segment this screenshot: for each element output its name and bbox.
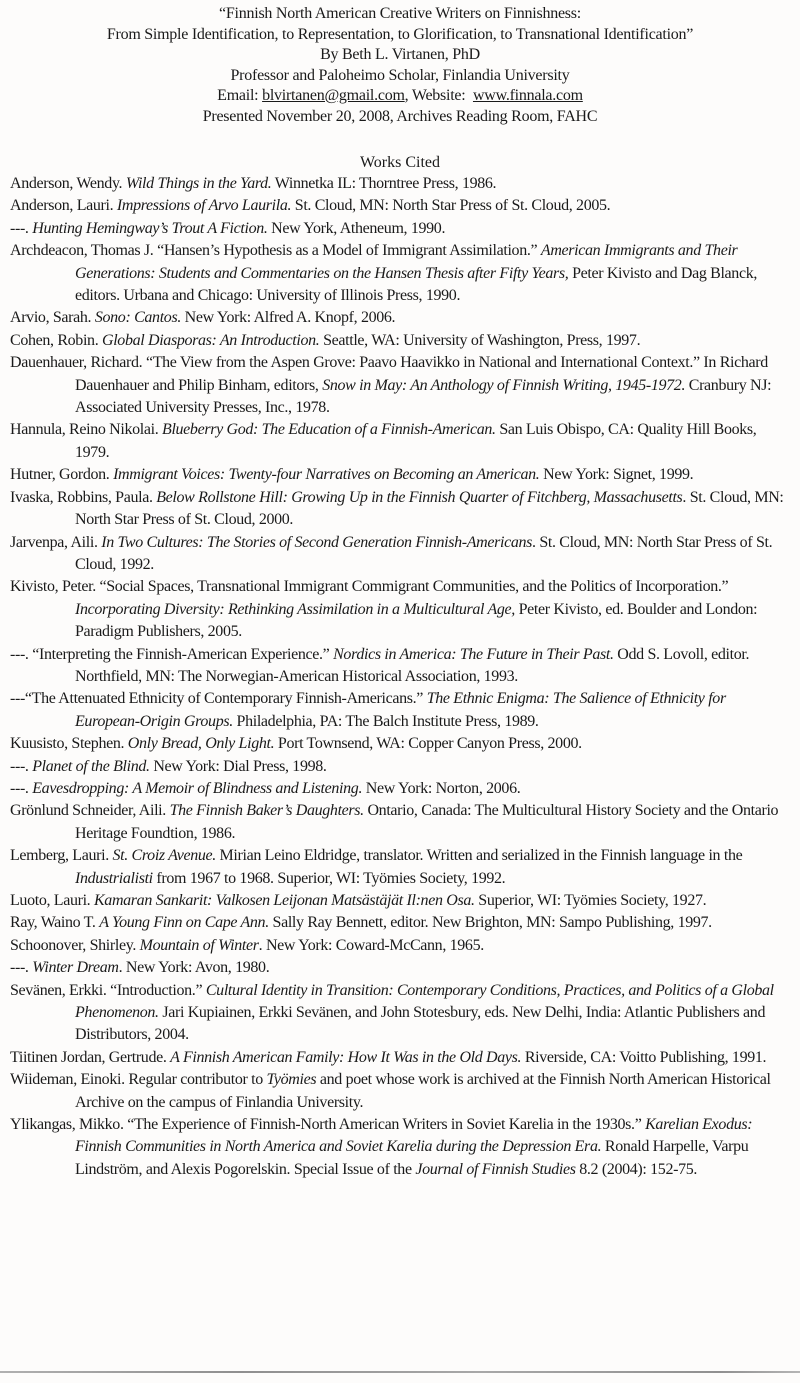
- citation-text: . St. Cloud, MN: North Star Press of St. Cloud, 2000.: [75, 488, 784, 529]
- citation-text: Kuusisto, Stephen.: [10, 735, 128, 753]
- citation-text: Tiitinen Jordan, Gertrude.: [10, 1048, 171, 1066]
- citation-text: Anderson, Wendy.: [10, 175, 126, 192]
- citation-text: Archdeacon, Thomas J. “Hansen’s Hypothesis as a Model of Immigrant Assimilation.”: [10, 242, 541, 260]
- citation-text: 8.2 (2004): 152-75.: [575, 1160, 698, 1178]
- citation-text: Superior, WI: Työmies Society, 1927.: [474, 892, 707, 909]
- citation-entry: [10, 935, 790, 957]
- citation-text: Hannula, Reino Nikolai.: [10, 421, 163, 439]
- citation-text: Grönlund Schneider, Aili.: [10, 802, 170, 820]
- citation-entry: [10, 644, 790, 689]
- citation-text: Kivisto, Peter. “Social Spaces, Transnational Immigrant Commigrant Communities, and the Politics of Incorporation.”: [10, 578, 729, 596]
- citation-title: Journal of Finnish Studies: [415, 1160, 576, 1178]
- citation-entry: [10, 1047, 790, 1069]
- citation-text: Ray, Waino T.: [10, 914, 100, 932]
- citation-text: Sevänen, Erkki. “Introduction.”: [10, 981, 206, 999]
- presented-line: Presented November 20, 2008, Archives Reading Room, FAHC: [202, 107, 598, 125]
- citation-entry: [10, 195, 790, 217]
- citation-title: A Young Finn on Cape Ann.: [99, 914, 269, 932]
- citation-entry: [10, 419, 790, 464]
- citation-title: Blueberry God: The Education of a Finnish-American.: [162, 421, 496, 439]
- citation-entry: [10, 688, 790, 733]
- author-line: By Beth L. Virtanen, PhD: [320, 46, 480, 63]
- citation-title: Mountain of Winter: [139, 936, 259, 954]
- citation-title: Below Rollstone Hill: Growing Up in the Finnish Quarter of Fitchberg, Massachusetts: [156, 488, 683, 506]
- contact-line: [0, 86, 800, 107]
- citation-text: Peter Kivisto and Dag Blanck, editors. Urbana and Chicago: University of Illinois Press, 1990.: [75, 264, 757, 305]
- citation-entry: [10, 800, 790, 845]
- citation-text: from 1967 to 1968. Superior, WI: Työmies Society, 1992.: [152, 869, 506, 887]
- citation-entry: [10, 352, 790, 419]
- citation-entry: [10, 756, 790, 778]
- citation-text: New York: Signet, 1999.: [539, 466, 694, 484]
- citation-entry: [10, 890, 790, 912]
- citation-text: New York: Alfred A. Knopf, 2006.: [180, 309, 396, 327]
- citation-text: . St. Cloud, MN: North Star Press of St. Cloud, 1992.: [75, 533, 773, 573]
- citation-entry: [10, 845, 790, 890]
- citation-title: The Finnish Baker’s Daughters.: [169, 802, 364, 820]
- citation-title: Cultural Identity in Transition: Contemporary Conditions, Practices, and Politics of a Global Phenomenon.: [75, 981, 774, 1022]
- citation-title: Kamaran Sankarit: Valkosen Leijonan Matsästäjät Il:nen Osa.: [93, 892, 475, 909]
- citation-text: ---.: [10, 959, 33, 977]
- website-link[interactable]: www.finnala.com: [472, 87, 583, 104]
- citation-title: Työmies: [266, 1071, 317, 1089]
- citation-entry: [10, 733, 790, 755]
- citation-text: Philadelphia, PA: The Balch Institute Press, 1989.: [232, 712, 539, 730]
- citation-title: Wild Things in the Yard.: [125, 175, 272, 192]
- citation-title: Sono: Cantos.: [94, 309, 181, 327]
- citation-entry: [10, 1069, 790, 1114]
- document-header: [0, 4, 800, 127]
- citation-text: New York, Atheneum, 1990.: [267, 219, 446, 237]
- citation-entry: [10, 330, 790, 352]
- citation-entry: [10, 957, 790, 979]
- citation-entry: [10, 576, 790, 643]
- citation-entry: [10, 532, 790, 577]
- citation-title: Incorporating Diversity: Rethinking Assimilation in a Multicultural Age,: [75, 600, 515, 618]
- citation-text: New York: Norton, 2006.: [362, 779, 521, 797]
- citation-text: ---.: [10, 757, 33, 775]
- citation-title: Planet of the Blind.: [32, 757, 150, 775]
- citation-entry: [10, 980, 790, 1047]
- citation-entry: [10, 487, 790, 532]
- citation-text: Anderson, Lauri.: [10, 197, 117, 215]
- page-edge-divider: [0, 1371, 800, 1373]
- website-label: , Website:: [404, 87, 473, 104]
- citation-text: Cohen, Robin.: [10, 331, 102, 349]
- citation-text: Arvio, Sarah.: [10, 309, 95, 327]
- citation-text: ---.: [10, 779, 33, 797]
- citation-text: Ontario, Canada: The Multicultural History Society and the Ontario Heritage Foundtion, 1986.: [75, 802, 779, 842]
- citation-title: Industrialisti: [75, 869, 153, 887]
- citation-text: Mirian Leino Eldridge, translator. Written and serialized in the Finnish language in the: [215, 847, 743, 865]
- citation-text: ---. “Interpreting the Finnish-American Experience.”: [10, 645, 334, 663]
- citation-title: Hunting Hemingway’s Trout A Fiction.: [32, 219, 268, 237]
- citation-entry: [10, 1114, 790, 1181]
- citation-title: The Ethnic Enigma: The Salience of Ethnicity for European-Origin Groups.: [75, 690, 726, 730]
- citation-text: Winnetka IL: Thorntree Press, 1986.: [271, 175, 497, 192]
- citation-entry: [10, 307, 790, 329]
- works-cited-list: [10, 173, 790, 1181]
- citation-text: Hutner, Gordon.: [10, 466, 114, 484]
- works-cited-heading: Works Cited: [359, 154, 441, 171]
- citation-title: Global Diasporas: An Introduction.: [102, 331, 320, 349]
- citation-title: Karelian Exodus: Finnish Communities in North America and Soviet Karelia during the Depression Era.: [75, 1116, 753, 1156]
- citation-text: Dauenhauer, Richard. “The View from the Aspen Grove: Paavo Haavikko in National and International Context.” In Richard Dauenhauer and Philip Binham, editors,: [10, 354, 768, 394]
- citation-text: and poet whose work is archived at the Finnish North American Historical Archive on the campus of Finlandia University.: [75, 1071, 771, 1111]
- citation-text: Port Townsend, WA: Copper Canyon Press, 2000.: [274, 735, 582, 753]
- citation-entry: [10, 464, 790, 486]
- citation-entry: [10, 778, 790, 800]
- citation-text: New York: Dial Press, 1998.: [149, 757, 327, 775]
- email-label: Email:: [217, 87, 263, 104]
- citation-text: Wiideman, Einoki. Regular contributor to: [10, 1071, 267, 1089]
- citation-text: San Luis Obispo, CA: Quality Hill Books, 1979.: [75, 421, 757, 461]
- citation-title: In Two Cultures: The Stories of Second Generation Finnish-Americans: [101, 533, 533, 551]
- citation-title: Nordics in America: The Future in Their Past.: [333, 645, 614, 663]
- citation-entry: [10, 240, 790, 307]
- citation-text: . New York: Avon, 1980.: [118, 959, 270, 977]
- citation-text: Ronald Harpelle, Varpu Lindström, and Alexis Pogorelskin. Special Issue of the: [75, 1138, 749, 1178]
- citation-text: Lemberg, Lauri.: [10, 847, 113, 865]
- affiliation-line: Professor and Paloheimo Scholar, Finlandia University: [230, 66, 570, 84]
- citation-entry: [10, 912, 790, 934]
- citation-title: A Finnish American Family: How It Was in the Old Days.: [170, 1048, 522, 1066]
- citation-text: . New York: Coward-McCann, 1965.: [258, 936, 484, 954]
- citation-text: Seattle, WA: University of Washington, Press, 1997.: [319, 331, 641, 349]
- title-line-1: “Finnish North American Creative Writers on Finnishness:: [219, 5, 581, 22]
- citation-text: ---“The Attenuated Ethnicity of Contemporary Finnish-Americans.”: [10, 690, 427, 708]
- citation-text: Peter Kivisto, ed. Boulder and London: Paradigm Publishers, 2005.: [75, 600, 758, 641]
- citation-text: ---.: [10, 219, 33, 237]
- citation-title: St. Croiz Avenue.: [112, 847, 216, 865]
- citation-title: Eavesdropping: A Memoir of Blindness and Listening.: [32, 779, 363, 797]
- email-link[interactable]: blvirtanen@gmail.com: [262, 87, 405, 104]
- citation-title: Impressions of Arvo Laurila.: [116, 197, 292, 215]
- citation-text: Odd S. Lovoll, editor. Northfield, MN: The Norwegian-American Historical Association, 1993.: [75, 645, 750, 685]
- citation-title: Winter Dream: [32, 959, 119, 977]
- citation-text: Schoonover, Shirley.: [10, 936, 140, 954]
- title-line-2: From Simple Identification, to Representation, to Glorification, to Transnational Identification”: [106, 25, 694, 43]
- citation-title: American Immigrants and Their Generations: Students and Commentaries on the Hansen Thesis after Fifty Years,: [75, 242, 738, 282]
- citation-title: Immigrant Voices: Twenty-four Narratives on Becoming an American.: [113, 466, 540, 484]
- citation-text: Luoto, Lauri.: [10, 892, 94, 909]
- citation-text: St. Cloud, MN: North Star Press of St. Cloud, 2005.: [291, 197, 611, 215]
- citation-text: Ylikangas, Mikko. “The Experience of Finnish-North American Writers in Soviet Karelia in the 1930s.”: [10, 1116, 646, 1134]
- citation-title: Only Bread, Only Light.: [127, 735, 275, 753]
- citation-text: Ivaska, Robbins, Paula.: [10, 488, 157, 506]
- citation-text: Riverside, CA: Voitto Publishing, 1991.: [521, 1048, 767, 1066]
- citation-text: Cranbury NJ: Associated University Presses, Inc., 1978.: [75, 376, 772, 417]
- citation-entry: [10, 173, 790, 195]
- citation-entry: [10, 218, 790, 240]
- citation-title: Snow in May: An Anthology of Finnish Writing, 1945-1972.: [322, 376, 686, 394]
- citation-text: Jari Kupiainen, Erkki Sevänen, and John Stotesbury, eds. New Delhi, India: Atlantic Publishers and Distributors, 2004.: [75, 1004, 766, 1044]
- citation-text: Jarvenpa, Aili.: [10, 533, 102, 551]
- citation-text: Sally Ray Bennett, editor. New Brighton, MN: Sampo Publishing, 1997.: [268, 914, 712, 932]
